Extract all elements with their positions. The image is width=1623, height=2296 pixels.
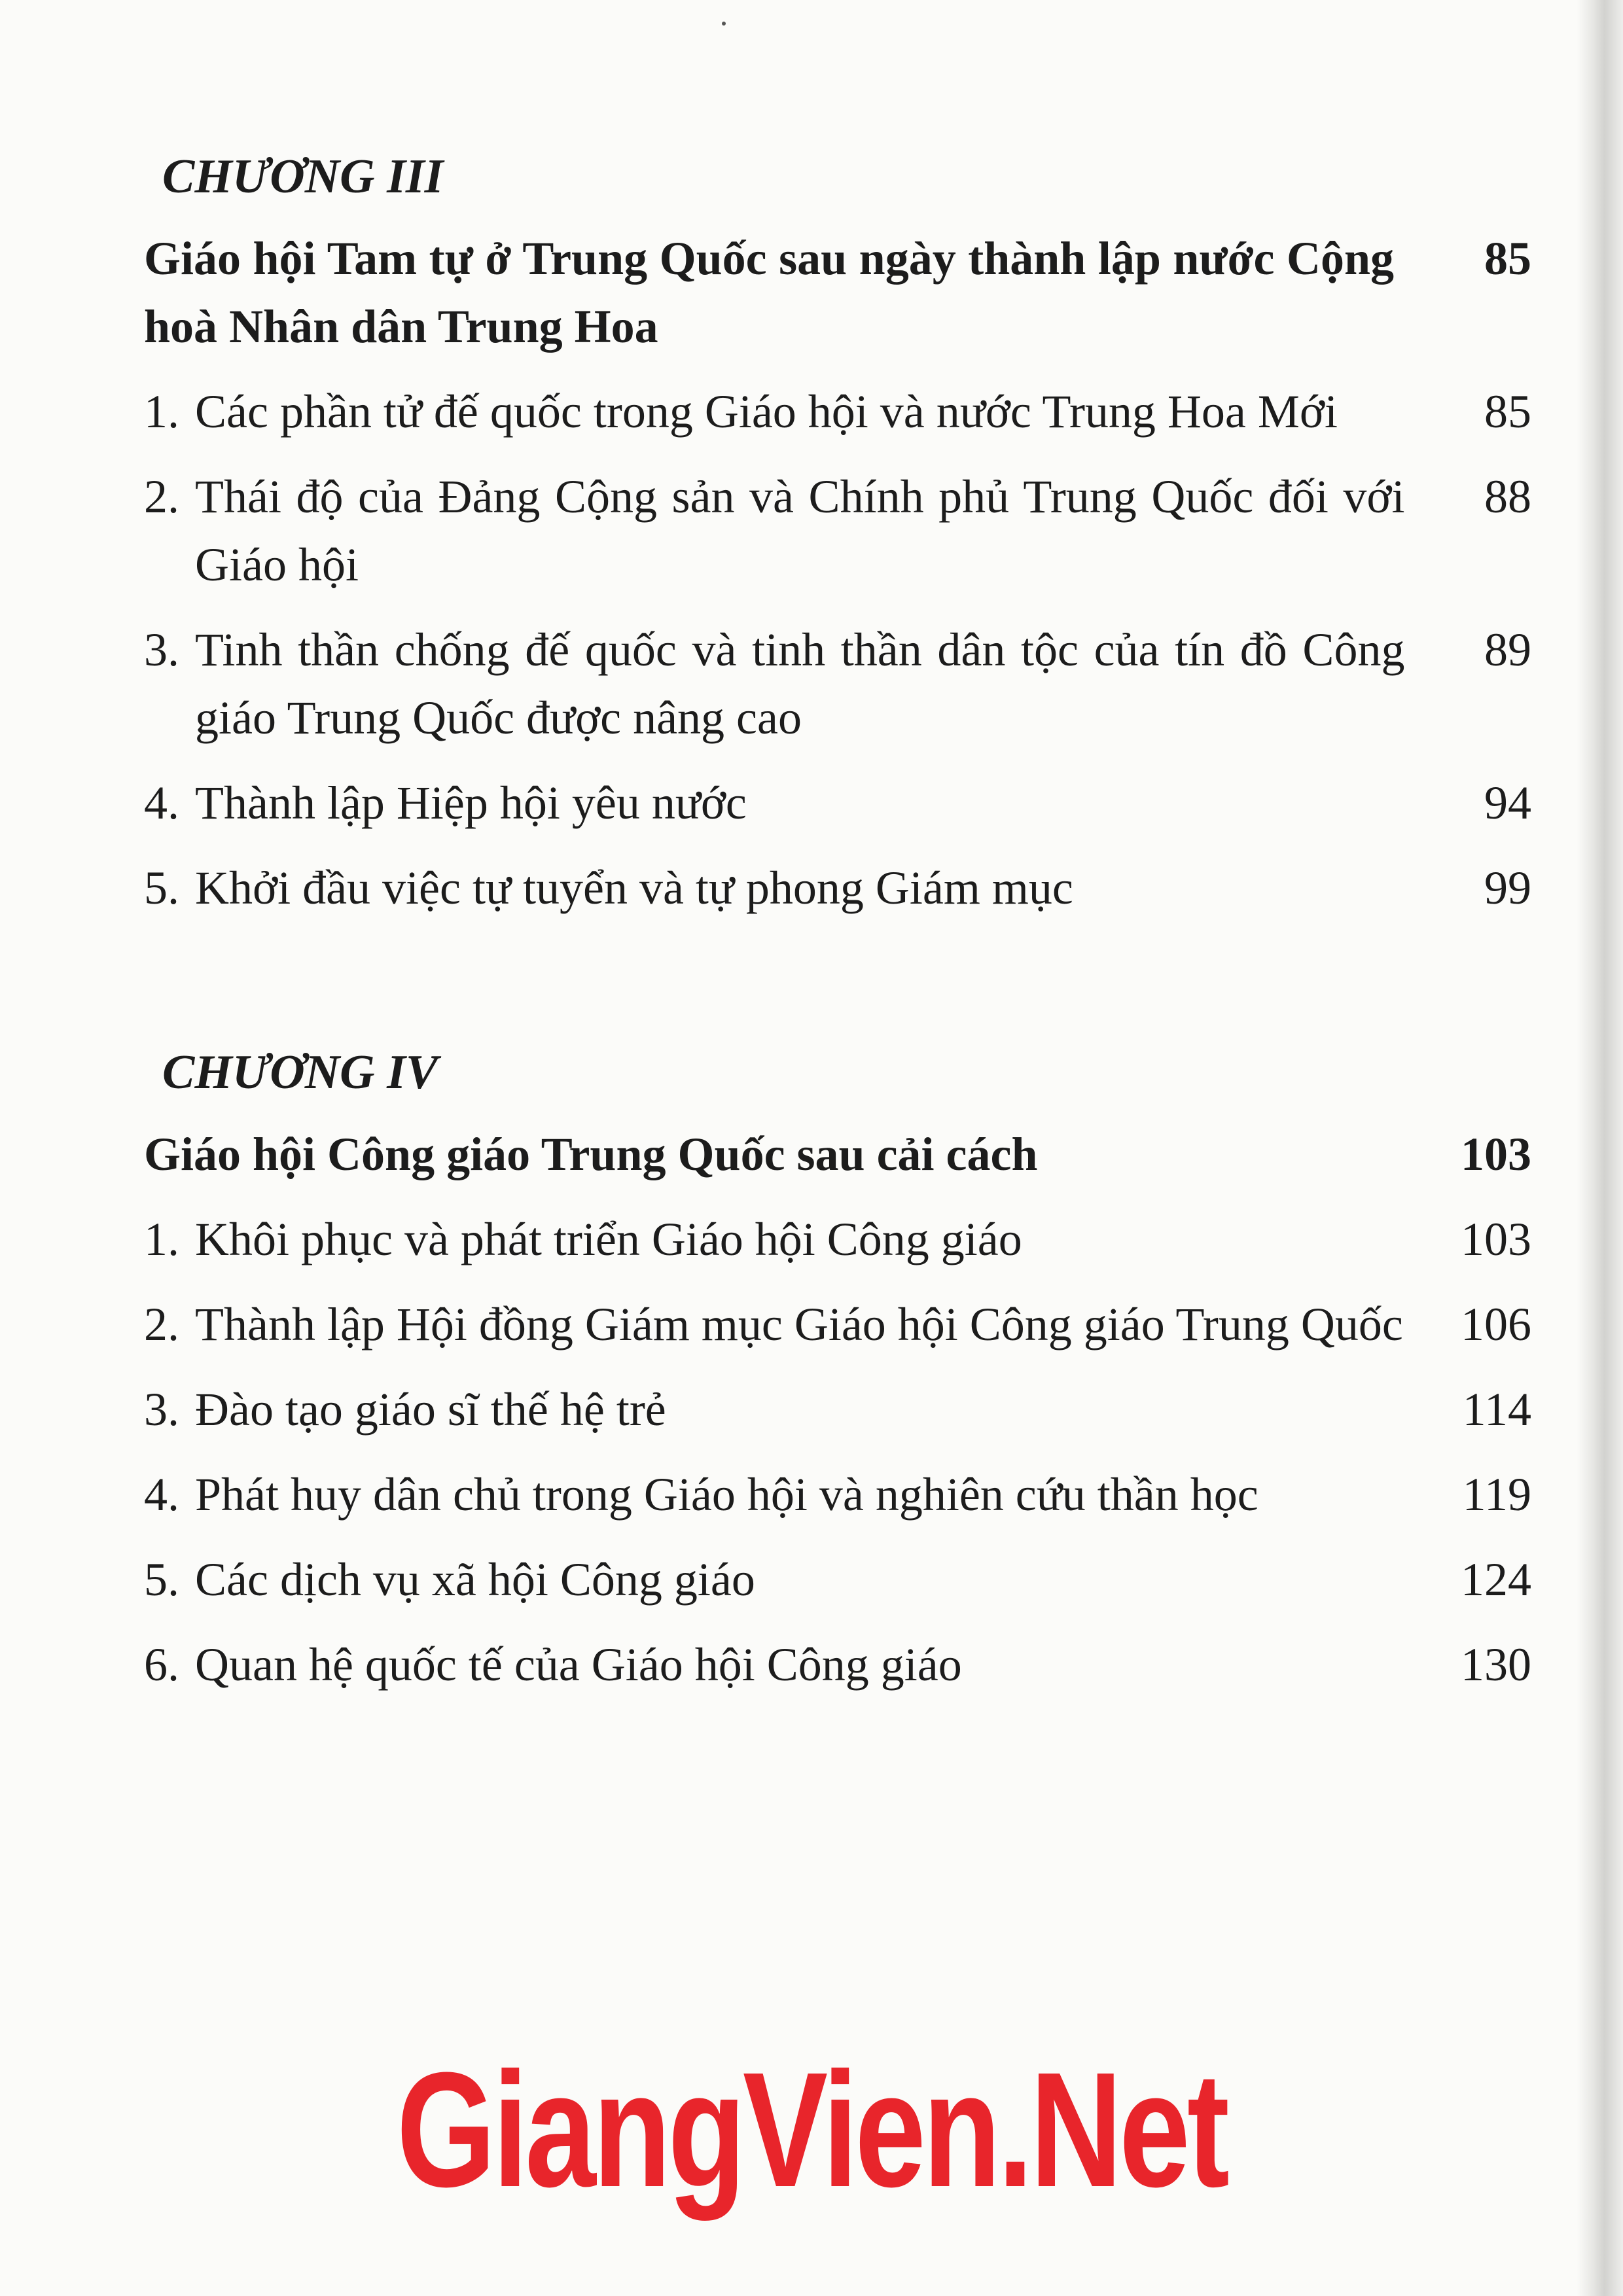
section-row	[144, 1375, 1531, 1443]
section-title-text: Thành lập Hội đồng Giám mục Giáo hội Công giáo Trung Quốc	[195, 1298, 1403, 1351]
section-row	[144, 378, 1531, 446]
page-number: 130	[1461, 1638, 1531, 1691]
section-title	[144, 769, 1404, 837]
section-title-text: Tinh thần chống đế quốc và tinh thần dân tộc của tín đồ Công giáo Trung Quốc được nâng cao	[195, 624, 1405, 744]
section-title	[144, 463, 1404, 599]
section-title-text: Thái độ của Đảng Cộng sản và Chính phủ Trung Quốc đối với Giáo hội	[195, 470, 1405, 591]
section-row	[144, 1290, 1531, 1358]
section-title	[144, 1205, 1404, 1273]
page-number: 94	[1484, 777, 1531, 829]
section-row	[144, 1205, 1531, 1273]
section-number: 3.	[144, 1383, 179, 1436]
section-title	[144, 1290, 1404, 1358]
section-row	[144, 854, 1531, 922]
section-title-text: Đào tạo giáo sĩ thế hệ trẻ	[195, 1383, 666, 1436]
chapter-3	[144, 141, 1531, 922]
chapter-title: Giáo hội Công giáo Trung Quốc sau cải cách	[144, 1128, 1038, 1180]
section-row	[144, 463, 1531, 599]
section-title-text: Khởi đầu việc tự tuyển và tự phong Giám mục	[195, 862, 1073, 914]
chapter-title-row	[144, 224, 1531, 361]
section-title	[144, 378, 1404, 446]
section-number: 6.	[144, 1638, 179, 1691]
section-title	[144, 1375, 1404, 1443]
page-number: 124	[1461, 1553, 1531, 1606]
page-number: 103	[1461, 1128, 1531, 1180]
chapter-4	[144, 1036, 1531, 1699]
section-title	[144, 1545, 1404, 1614]
chapter-title-row	[144, 1120, 1531, 1188]
section-title	[144, 1460, 1404, 1528]
page-edge-shadow	[1577, 0, 1623, 2296]
section-number: 5.	[144, 1553, 179, 1606]
section-title-text: Quan hệ quốc tế của Giáo hội Công giáo	[195, 1638, 962, 1691]
section-title	[144, 616, 1404, 752]
section-number: 4.	[144, 777, 179, 829]
section-number: 1.	[144, 1213, 179, 1265]
watermark: GiangVien.Net	[396, 2038, 1227, 2221]
page-number: 106	[1461, 1298, 1531, 1351]
section-row	[144, 1545, 1531, 1614]
section-row	[144, 1460, 1531, 1528]
page-number: 85	[1484, 385, 1531, 438]
section-row	[144, 1631, 1531, 1699]
section-row	[144, 769, 1531, 837]
section-number: 4.	[144, 1468, 179, 1521]
section-title-text: Các dịch vụ xã hội Công giáo	[195, 1553, 755, 1606]
page-number: 119	[1462, 1468, 1531, 1521]
section-title-text: Thành lập Hiệp hội yêu nước	[195, 777, 747, 829]
section-number: 2.	[144, 1298, 179, 1351]
chapter-label: CHƯƠNG IV	[162, 1046, 438, 1099]
page-number: 103	[1461, 1213, 1531, 1265]
page-number: 88	[1484, 470, 1531, 523]
section-number: 3.	[144, 624, 179, 676]
section-title-text: Phát huy dân chủ trong Giáo hội và nghiên cứu thần học	[195, 1468, 1258, 1521]
section-title	[144, 854, 1404, 922]
page-number: 99	[1484, 862, 1531, 914]
page-number: 114	[1462, 1383, 1531, 1436]
section-row	[144, 616, 1531, 752]
section-title	[144, 1631, 1404, 1699]
section-title-text: Các phần tử đế quốc trong Giáo hội và nước Trung Hoa Mới	[195, 385, 1338, 438]
chapter-title: Giáo hội Tam tự ở Trung Quốc sau ngày thành lập nước Cộng hoà Nhân dân Trung Hoa	[144, 232, 1394, 353]
page-number: 89	[1484, 624, 1531, 676]
scan-speck	[722, 22, 726, 26]
section-title-text: Khôi phục và phát triển Giáo hội Công giáo	[195, 1213, 1022, 1265]
page-number: 85	[1484, 232, 1531, 285]
section-number: 1.	[144, 385, 179, 438]
chapter-label: CHƯƠNG III	[162, 150, 444, 203]
section-number: 5.	[144, 862, 179, 914]
table-of-contents	[144, 141, 1531, 1716]
section-number: 2.	[144, 470, 179, 523]
